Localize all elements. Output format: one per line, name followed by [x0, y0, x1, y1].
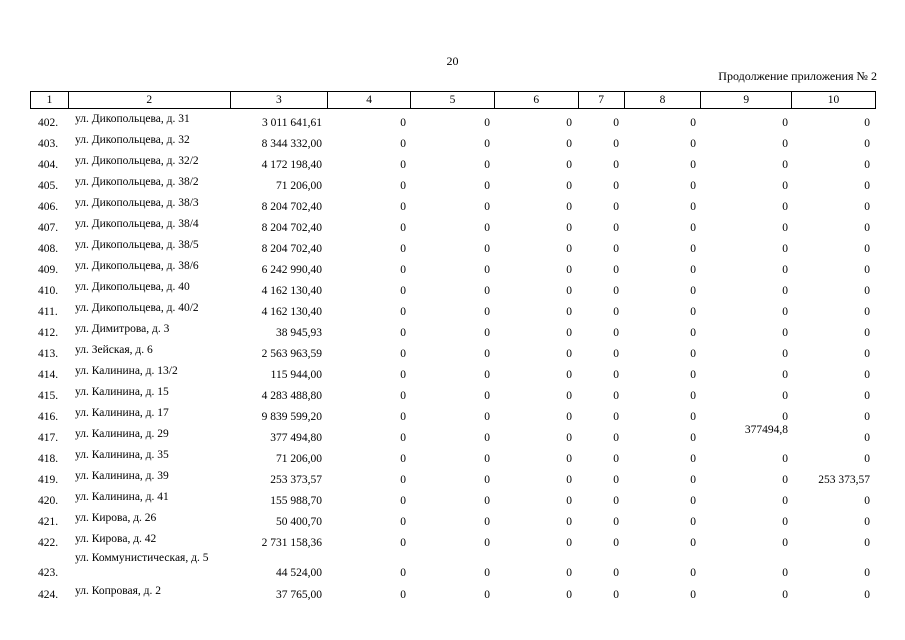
- value-col-5: 0: [484, 138, 490, 150]
- table-row: [30, 362, 876, 383]
- row-number: 406.: [38, 201, 59, 213]
- table-body: [30, 110, 876, 603]
- value-col-10: 0: [864, 306, 870, 318]
- row-number: 403.: [38, 138, 59, 150]
- row-number: 404.: [38, 159, 59, 171]
- value-col-8: 0: [690, 453, 696, 465]
- table-row: [30, 446, 876, 467]
- column-header-3: 3: [230, 92, 328, 108]
- value-col-7: 0: [613, 567, 619, 579]
- value-col-9: 0: [782, 138, 788, 150]
- address: ул. Калинина, д. 29: [75, 428, 169, 440]
- value-col-10: 0: [864, 117, 870, 129]
- value-col-4: 0: [400, 589, 406, 601]
- address: ул. Кирова, д. 26: [75, 512, 157, 524]
- value-col-9: 0: [782, 159, 788, 171]
- value-col-5: 0: [484, 348, 490, 360]
- row-number: 417.: [38, 432, 59, 444]
- row-number: 407.: [38, 222, 59, 234]
- value-col-9: 0: [782, 306, 788, 318]
- value-col-6: 0: [566, 495, 572, 507]
- value-col-7: 0: [613, 369, 619, 381]
- value-col-7: 0: [613, 495, 619, 507]
- address: ул. Калинина, д. 39: [75, 470, 169, 482]
- value-col-6: 0: [566, 222, 572, 234]
- value-col-8: 0: [690, 495, 696, 507]
- table-row: [30, 299, 876, 320]
- column-header-9: 9: [700, 92, 791, 108]
- value-col-9: 0: [782, 285, 788, 297]
- value-col-6: 0: [566, 567, 572, 579]
- table-row: [30, 131, 876, 152]
- value-col-3: 8 204 702,40: [261, 201, 322, 213]
- value-col-3: 377 494,80: [270, 432, 322, 444]
- value-col-6: 0: [566, 390, 572, 402]
- table-row: [30, 320, 876, 341]
- value-col-3: 8 204 702,40: [261, 222, 322, 234]
- value-col-6: 0: [566, 243, 572, 255]
- row-number: 419.: [38, 474, 59, 486]
- address: ул. Дикопольцева, д. 38/6: [75, 260, 199, 272]
- value-col-6: 0: [566, 264, 572, 276]
- value-col-5: 0: [484, 567, 490, 579]
- value-col-5: 0: [484, 159, 490, 171]
- value-col-3: 253 373,57: [270, 474, 322, 486]
- value-col-4: 0: [400, 348, 406, 360]
- value-col-3: 4 283 488,80: [261, 390, 322, 402]
- row-number: 416.: [38, 411, 59, 423]
- value-col-7: 0: [613, 264, 619, 276]
- address: ул. Зейская, д. 6: [75, 344, 153, 356]
- value-col-4: 0: [400, 567, 406, 579]
- value-col-5: 0: [484, 537, 490, 549]
- table-row: [30, 257, 876, 278]
- value-col-7: 0: [613, 306, 619, 318]
- column-header-4: 4: [327, 92, 410, 108]
- value-col-10: 0: [864, 537, 870, 549]
- value-col-9: 0: [782, 390, 788, 402]
- value-col-9: 0: [782, 411, 788, 423]
- value-col-3: 50 400,70: [276, 516, 322, 528]
- value-col-6: 0: [566, 369, 572, 381]
- value-col-3: 38 945,93: [276, 327, 322, 339]
- value-col-4: 0: [400, 285, 406, 297]
- row-number: 418.: [38, 453, 59, 465]
- value-col-6: 0: [566, 327, 572, 339]
- value-col-10: 0: [864, 327, 870, 339]
- value-col-8: 0: [690, 180, 696, 192]
- table-row: [30, 551, 876, 582]
- address: ул. Дикопольцева, д. 38/4: [75, 218, 199, 230]
- value-col-4: 0: [400, 537, 406, 549]
- value-col-7: 0: [613, 243, 619, 255]
- address: ул. Дикопольцева, д. 40: [75, 281, 190, 293]
- table-row: [30, 488, 876, 509]
- value-col-8: 0: [690, 159, 696, 171]
- table-row: [30, 530, 876, 551]
- value-col-4: 0: [400, 390, 406, 402]
- value-col-6: 0: [566, 589, 572, 601]
- value-col-8: 0: [690, 348, 696, 360]
- table-row: [30, 194, 876, 215]
- row-number: 414.: [38, 369, 59, 381]
- value-col-9: 0: [782, 453, 788, 465]
- value-col-3: 8 204 702,40: [261, 243, 322, 255]
- value-col-8: 0: [690, 117, 696, 129]
- value-col-10: 0: [864, 159, 870, 171]
- value-col-6: 0: [566, 306, 572, 318]
- value-col-9: 0: [782, 117, 788, 129]
- value-col-5: 0: [484, 516, 490, 528]
- value-col-8: 0: [690, 537, 696, 549]
- value-col-10: 0: [864, 264, 870, 276]
- row-number: 411.: [38, 306, 58, 318]
- value-col-5: 0: [484, 411, 490, 423]
- value-col-5: 0: [484, 285, 490, 297]
- value-col-4: 0: [400, 201, 406, 213]
- value-col-7: 0: [613, 474, 619, 486]
- value-col-3: 4 172 198,40: [261, 159, 322, 171]
- value-col-8: 0: [690, 243, 696, 255]
- value-col-10: 0: [864, 138, 870, 150]
- row-number: 410.: [38, 285, 59, 297]
- value-col-3: 44 524,00: [276, 567, 322, 579]
- column-header-6: 6: [494, 92, 578, 108]
- value-col-5: 0: [484, 495, 490, 507]
- value-col-10: 0: [864, 411, 870, 423]
- value-col-9: 0: [782, 201, 788, 213]
- row-number: 408.: [38, 243, 59, 255]
- appendix-note: Продолжение приложения № 2: [718, 69, 877, 83]
- value-col-6: 0: [566, 453, 572, 465]
- value-col-3: 6 242 990,40: [261, 264, 322, 276]
- value-col-4: 0: [400, 411, 406, 423]
- address: ул. Димитрова, д. 3: [75, 323, 170, 335]
- value-col-5: 0: [484, 432, 490, 444]
- value-col-9: 0: [782, 516, 788, 528]
- value-col-3: 71 206,00: [276, 453, 322, 465]
- column-header-1: 1: [46, 94, 53, 106]
- value-col-8: 0: [690, 138, 696, 150]
- table-row: [30, 425, 876, 446]
- value-col-10: 0: [864, 201, 870, 213]
- address: ул. Дикопольцева, д. 32: [75, 134, 190, 146]
- value-col-4: 0: [400, 516, 406, 528]
- value-col-8: 0: [690, 222, 696, 234]
- value-col-5: 0: [484, 306, 490, 318]
- address: ул. Калинина, д. 13/2: [75, 365, 178, 377]
- value-col-10: 0: [864, 589, 870, 601]
- address: ул. Дикопольцева, д. 40/2: [75, 302, 199, 314]
- value-col-4: 0: [400, 159, 406, 171]
- value-col-3: 37 765,00: [276, 589, 322, 601]
- value-col-7: 0: [613, 222, 619, 234]
- table-row: [30, 152, 876, 173]
- value-col-3: 115 944,00: [270, 369, 322, 381]
- address: ул. Калинина, д. 41: [75, 491, 169, 503]
- table-row: [30, 582, 876, 603]
- value-col-9: 0: [782, 327, 788, 339]
- value-col-5: 0: [484, 474, 490, 486]
- value-col-8: 0: [690, 411, 696, 423]
- value-col-3: 2 731 158,36: [261, 537, 322, 549]
- column-header-10: 10: [791, 92, 875, 108]
- value-col-7: 0: [613, 348, 619, 360]
- value-col-9: 0: [782, 537, 788, 549]
- value-col-5: 0: [484, 243, 490, 255]
- value-col-8: 0: [690, 432, 696, 444]
- value-col-6: 0: [566, 516, 572, 528]
- column-header-7: 7: [578, 92, 624, 108]
- value-col-3: 3 011 641,61: [262, 117, 322, 129]
- value-col-10: 0: [864, 432, 870, 444]
- value-col-5: 0: [484, 589, 490, 601]
- value-col-9: 0: [782, 264, 788, 276]
- value-col-5: 0: [484, 222, 490, 234]
- value-col-9: 0: [782, 348, 788, 360]
- page-number: 20: [446, 54, 459, 68]
- value-col-8: 0: [690, 516, 696, 528]
- value-col-3: 2 563 963,59: [261, 348, 322, 360]
- value-col-3: 71 206,00: [276, 180, 322, 192]
- value-col-5: 0: [484, 390, 490, 402]
- value-col-3: 8 344 332,00: [261, 138, 322, 150]
- value-col-5: 0: [484, 264, 490, 276]
- value-col-10: 0: [864, 495, 870, 507]
- value-col-7: 0: [613, 180, 619, 192]
- value-col-8: 0: [690, 474, 696, 486]
- row-number: 424.: [38, 589, 59, 601]
- value-col-6: 0: [566, 159, 572, 171]
- value-col-8: 0: [690, 327, 696, 339]
- value-col-10: 0: [864, 516, 870, 528]
- address: ул. Калинина, д. 35: [75, 449, 169, 461]
- value-col-8: 0: [690, 264, 696, 276]
- value-col-5: 0: [484, 201, 490, 213]
- value-col-4: 0: [400, 432, 406, 444]
- value-col-9: 0: [782, 495, 788, 507]
- value-col-4: 0: [400, 369, 406, 381]
- value-col-10: 253 373,57: [818, 474, 870, 486]
- row-number: 415.: [38, 390, 59, 402]
- value-col-7: 0: [613, 138, 619, 150]
- value-col-4: 0: [400, 117, 406, 129]
- value-col-8: 0: [690, 589, 696, 601]
- row-number: 420.: [38, 495, 59, 507]
- value-col-7: 0: [613, 117, 619, 129]
- row-number: 413.: [38, 348, 59, 360]
- row-number: 423.: [38, 567, 59, 579]
- value-col-7: 0: [613, 201, 619, 213]
- value-col-7: 0: [613, 432, 619, 444]
- value-col-8: 0: [690, 201, 696, 213]
- value-col-7: 0: [613, 411, 619, 423]
- value-col-6: 0: [566, 285, 572, 297]
- address: ул. Калинина, д. 15: [75, 386, 169, 398]
- row-number: 412.: [38, 327, 59, 339]
- row-number: 421.: [38, 516, 59, 528]
- value-col-5: 0: [484, 369, 490, 381]
- value-col-10: 0: [864, 453, 870, 465]
- table-row: [30, 467, 876, 488]
- value-col-10: 0: [864, 390, 870, 402]
- table-row: [30, 404, 876, 425]
- value-col-3: 9 839 599,20: [261, 411, 322, 423]
- value-col-7: 0: [613, 453, 619, 465]
- row-number: 405.: [38, 180, 59, 192]
- value-col-8: 0: [690, 306, 696, 318]
- value-col-9: 0: [782, 369, 788, 381]
- value-col-7: 0: [613, 589, 619, 601]
- value-col-9: 0: [782, 180, 788, 192]
- value-col-9: 0: [782, 222, 788, 234]
- value-col-8: 0: [690, 390, 696, 402]
- table-row: [30, 110, 876, 131]
- value-col-7: 0: [613, 159, 619, 171]
- value-col-5: 0: [484, 453, 490, 465]
- value-col-9: 377494,8: [744, 424, 788, 436]
- table-row: [30, 215, 876, 236]
- value-col-5: 0: [484, 117, 490, 129]
- table-row: [30, 173, 876, 194]
- value-col-3: 4 162 130,40: [261, 306, 322, 318]
- address: ул. Дикопольцева, д. 38/5: [75, 239, 199, 251]
- value-col-4: 0: [400, 495, 406, 507]
- address: ул. Коммунистическая, д. 5: [75, 552, 209, 564]
- value-col-6: 0: [566, 180, 572, 192]
- value-col-5: 0: [484, 180, 490, 192]
- value-col-9: 0: [782, 567, 788, 579]
- table-row: [30, 383, 876, 404]
- value-col-6: 0: [566, 411, 572, 423]
- value-col-10: 0: [864, 243, 870, 255]
- value-col-3: 4 162 130,40: [261, 285, 322, 297]
- row-number: 409.: [38, 264, 59, 276]
- value-col-4: 0: [400, 474, 406, 486]
- value-col-6: 0: [566, 432, 572, 444]
- value-col-5: 0: [484, 327, 490, 339]
- value-col-4: 0: [400, 327, 406, 339]
- value-col-7: 0: [613, 327, 619, 339]
- column-header-2: 2: [68, 92, 230, 108]
- address: ул. Дикопольцева, д. 31: [75, 113, 190, 125]
- value-col-6: 0: [566, 201, 572, 213]
- value-col-6: 0: [566, 348, 572, 360]
- column-header-8: 8: [624, 92, 701, 108]
- value-col-9: 0: [782, 243, 788, 255]
- value-col-8: 0: [690, 285, 696, 297]
- value-col-4: 0: [400, 306, 406, 318]
- value-col-10: 0: [864, 180, 870, 192]
- value-col-7: 0: [613, 285, 619, 297]
- value-col-8: 0: [690, 369, 696, 381]
- row-number: 422.: [38, 537, 59, 549]
- address: ул. Копровая, д. 2: [75, 585, 162, 597]
- address: ул. Дикопольцева, д. 32/2: [75, 155, 199, 167]
- value-col-6: 0: [566, 117, 572, 129]
- value-col-9: 0: [782, 589, 788, 601]
- value-col-10: 0: [864, 369, 870, 381]
- table-header: [30, 91, 876, 109]
- value-col-7: 0: [613, 516, 619, 528]
- value-col-6: 0: [566, 138, 572, 150]
- row-number: 402.: [38, 117, 59, 129]
- value-col-9: 0: [782, 474, 788, 486]
- value-col-10: 0: [864, 222, 870, 234]
- value-col-6: 0: [566, 537, 572, 549]
- value-col-3: 155 988,70: [270, 495, 322, 507]
- address: ул. Дикопольцева, д. 38/2: [75, 176, 199, 188]
- address: ул. Калинина, д. 17: [75, 407, 169, 419]
- value-col-4: 0: [400, 222, 406, 234]
- value-col-6: 0: [566, 474, 572, 486]
- table-row: [30, 341, 876, 362]
- value-col-4: 0: [400, 243, 406, 255]
- table-row: [30, 509, 876, 530]
- column-header-5: 5: [410, 92, 494, 108]
- value-col-10: 0: [864, 567, 870, 579]
- value-col-4: 0: [400, 180, 406, 192]
- address: ул. Кирова, д. 42: [75, 533, 157, 545]
- value-col-8: 0: [690, 567, 696, 579]
- address: ул. Дикопольцева, д. 38/3: [75, 197, 199, 209]
- value-col-4: 0: [400, 453, 406, 465]
- value-col-10: 0: [864, 348, 870, 360]
- value-col-10: 0: [864, 285, 870, 297]
- value-col-7: 0: [613, 390, 619, 402]
- value-col-4: 0: [400, 264, 406, 276]
- table-row: [30, 236, 876, 257]
- value-col-4: 0: [400, 138, 406, 150]
- value-col-7: 0: [613, 537, 619, 549]
- table-row: [30, 278, 876, 299]
